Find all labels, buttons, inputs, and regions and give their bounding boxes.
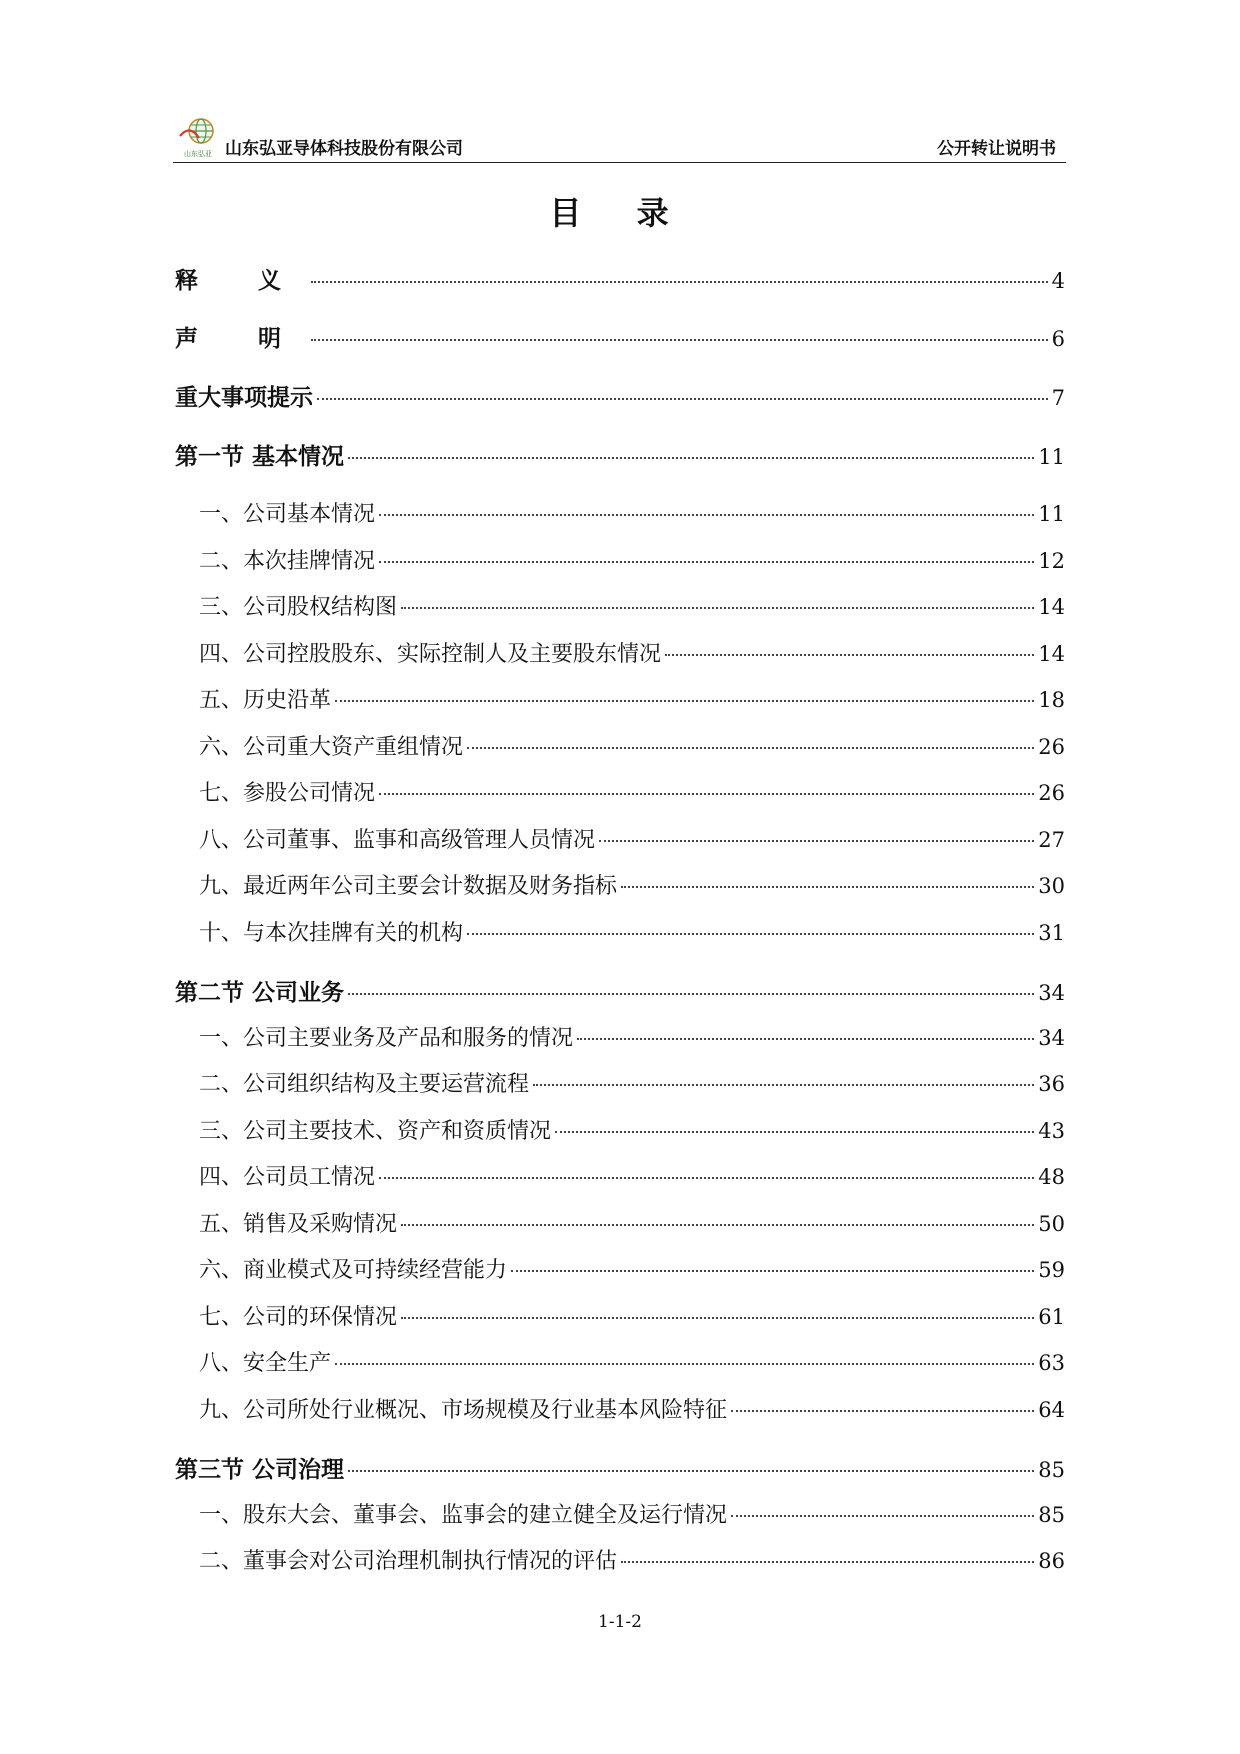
dot-leader	[621, 886, 1034, 888]
dot-leader	[401, 1317, 1034, 1319]
toc-entry-page: 85	[1038, 1458, 1065, 1482]
toc-entry-page: 11	[1038, 445, 1065, 469]
toc-entry-label: 一、公司基本情况	[199, 502, 376, 527]
dot-leader	[379, 793, 1034, 795]
dot-leader	[511, 1270, 1034, 1272]
toc-entry-page: 63	[1038, 1351, 1065, 1375]
toc-entry-page: 50	[1038, 1211, 1065, 1236]
dot-leader	[731, 1410, 1034, 1412]
toc-entry-label: 八、公司董事、监事和高级管理人员情况	[199, 827, 596, 853]
toc-entry-label: 第二节 公司业务	[175, 980, 345, 1006]
toc-entry-label: 重大事项提示	[175, 385, 313, 411]
toc-entry-page: 61	[1038, 1304, 1065, 1329]
toc-subsection-entry[interactable]	[175, 1346, 1065, 1393]
dot-leader	[533, 1084, 1034, 1086]
toc-entry-page: 6	[1051, 327, 1065, 351]
toc-entry-label: 四、公司控股股东、实际控制人及主要股东情况	[199, 641, 662, 667]
toc-entry-label: 第一节 基本情况	[175, 444, 345, 470]
toc-entry-label: 二、董事会对公司治理机制执行情况的评估	[199, 1549, 618, 1574]
dot-leader	[335, 1363, 1034, 1365]
toc-subsection-entry[interactable]	[175, 1160, 1065, 1207]
toc-entry-label: 七、公司的环保情况	[199, 1304, 398, 1330]
toc-section-entry[interactable]	[175, 438, 1065, 497]
toc-entry-label: 第三节 公司治理	[175, 1457, 345, 1483]
toc-entry-label: 一、公司主要业务及产品和服务的情况	[199, 1025, 574, 1051]
dot-leader	[311, 339, 1048, 341]
dot-leader	[379, 561, 1034, 563]
toc-subsection-entry[interactable]	[175, 823, 1065, 870]
toc-entry-page: 59	[1038, 1258, 1065, 1282]
dot-leader	[348, 1470, 1034, 1472]
toc-subsection-entry[interactable]	[175, 544, 1065, 591]
toc-entry-page: 18	[1038, 688, 1065, 712]
toc-entry-label: 十、与本次挂牌有关的机构	[199, 920, 464, 946]
dot-leader	[665, 654, 1034, 656]
toc-entry-page: 4	[1051, 269, 1065, 293]
toc-entry-label: 六、商业模式及可持续经营能力	[199, 1258, 508, 1283]
dot-leader	[555, 1131, 1034, 1133]
toc-subsection-entry[interactable]	[175, 1114, 1065, 1161]
toc-entry-page: 36	[1038, 1072, 1065, 1096]
dot-leader	[379, 1177, 1034, 1179]
page-title: 目 录	[549, 194, 691, 232]
toc-entry-label: 七、参股公司情况	[199, 781, 376, 806]
toc-entry-page: 14	[1038, 595, 1065, 619]
dot-leader	[348, 993, 1034, 995]
toc-entry-label: 三、公司股权结构图	[199, 595, 398, 620]
toc-entry-page: 26	[1038, 781, 1065, 805]
dot-leader	[467, 933, 1034, 935]
toc-entry-page: 27	[1038, 827, 1065, 852]
toc-entry-label: 二、本次挂牌情况	[199, 548, 376, 574]
toc-entry-page: 86	[1038, 1549, 1065, 1573]
toc-entry-label: 四、公司员工情况	[199, 1165, 376, 1190]
toc-entry-page: 64	[1038, 1397, 1065, 1422]
dot-leader	[467, 747, 1034, 749]
toc-section-entry[interactable]	[175, 974, 1065, 1021]
document-type: 公开转让说明书	[937, 139, 1056, 159]
toc-subsection-entry[interactable]	[175, 1253, 1065, 1300]
dot-leader	[599, 840, 1034, 842]
dot-leader	[401, 1224, 1034, 1226]
dot-leader	[379, 514, 1034, 516]
toc-entry-page: 11	[1038, 502, 1065, 526]
toc-entry-page: 85	[1038, 1502, 1065, 1527]
toc-entry-label: 九、最近两年公司主要会计数据及财务指标	[199, 874, 618, 899]
toc-subsection-entry[interactable]	[175, 1067, 1065, 1114]
toc-subsection-entry[interactable]	[175, 637, 1065, 684]
toc-subsection-entry[interactable]	[175, 1393, 1065, 1440]
svg-text:山东弘亚: 山东弘亚	[184, 150, 212, 158]
toc-entry-page: 43	[1038, 1118, 1065, 1143]
toc-subsection-entry[interactable]	[175, 1300, 1065, 1347]
dot-leader	[577, 1038, 1034, 1040]
toc-entry-page: 7	[1051, 386, 1065, 410]
dot-leader	[731, 1515, 1034, 1517]
dot-leader	[311, 281, 1048, 283]
toc-entry-label: 释 义	[175, 268, 308, 294]
toc-entry-page: 34	[1038, 1025, 1065, 1050]
toc-section-entry[interactable]	[175, 320, 1065, 379]
toc-entry-page: 31	[1038, 920, 1065, 945]
toc-subsection-entry[interactable]	[175, 730, 1065, 777]
dot-leader	[401, 607, 1034, 609]
toc-section-entry[interactable]	[175, 1451, 1065, 1498]
toc-entry-label: 八、安全生产	[199, 1351, 332, 1376]
toc-entry-page: 12	[1038, 548, 1065, 573]
toc-entry-label: 五、历史沿革	[199, 688, 332, 713]
toc-entry-label: 六、公司重大资产重组情况	[199, 734, 464, 760]
toc-subsection-entry[interactable]	[175, 916, 1065, 963]
toc-subsection-entry[interactable]	[175, 1207, 1065, 1254]
toc-subsection-entry[interactable]	[175, 683, 1065, 730]
toc-subsection-entry[interactable]	[175, 1021, 1065, 1068]
toc-entry-label: 三、公司主要技术、资产和资质情况	[199, 1118, 552, 1144]
company-name: 山东弘亚导体科技股份有限公司	[225, 139, 463, 159]
toc-section-entry[interactable]	[175, 262, 1065, 320]
table-of-contents	[175, 262, 1065, 1591]
toc-entry-label: 五、销售及采购情况	[199, 1211, 398, 1237]
toc-subsection-entry[interactable]	[175, 497, 1065, 544]
toc-subsection-entry[interactable]	[175, 1498, 1065, 1545]
dot-leader	[348, 457, 1034, 459]
page-header	[173, 112, 1066, 163]
toc-entry-label: 声 明	[175, 326, 308, 352]
toc-section-entry[interactable]	[175, 379, 1065, 438]
toc-entry-label: 九、公司所处行业概况、市场规模及行业基本风险特征	[199, 1397, 728, 1423]
toc-subsection-entry[interactable]	[175, 869, 1065, 916]
toc-subsection-entry[interactable]	[175, 590, 1065, 637]
dot-leader	[621, 1561, 1034, 1563]
toc-entry-page: 48	[1038, 1165, 1065, 1189]
dot-leader	[317, 398, 1048, 400]
company-logo	[177, 116, 219, 160]
page-number: 1-1-2	[598, 1612, 642, 1632]
toc-entry-page: 30	[1038, 874, 1065, 898]
toc-entry-page: 26	[1038, 734, 1065, 759]
toc-entry-label: 一、股东大会、董事会、监事会的建立健全及运行情况	[199, 1502, 728, 1528]
dot-leader	[335, 700, 1034, 702]
toc-entry-page: 14	[1038, 641, 1065, 666]
toc-subsection-entry[interactable]	[175, 776, 1065, 823]
toc-entry-page: 34	[1038, 981, 1065, 1005]
toc-subsection-entry[interactable]	[175, 1544, 1065, 1591]
toc-entry-label: 二、公司组织结构及主要运营流程	[199, 1072, 530, 1097]
